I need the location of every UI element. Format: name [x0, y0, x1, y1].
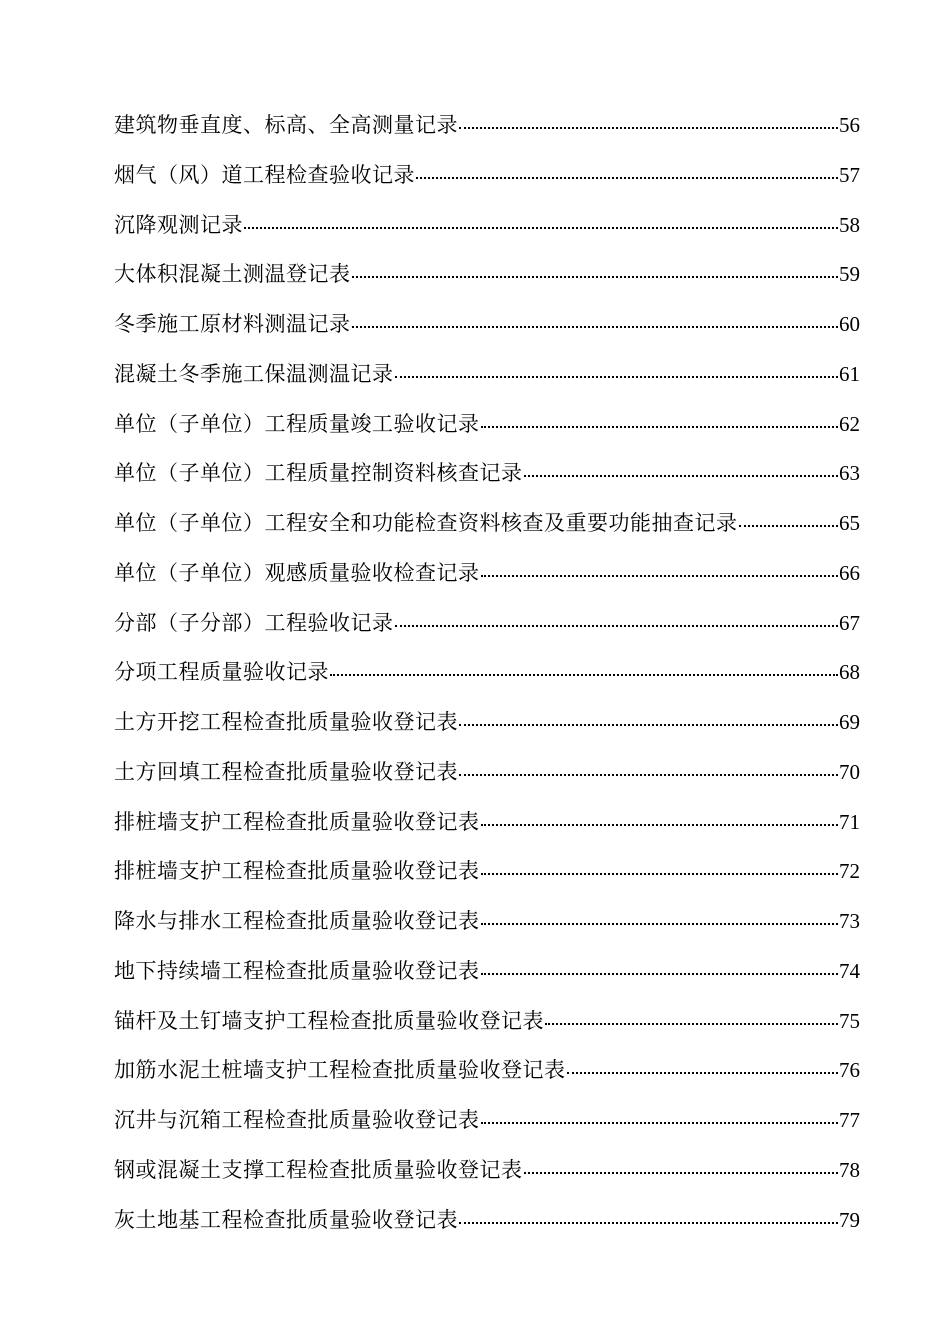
toc-entry-page-number: 76: [839, 1058, 860, 1083]
toc-entry[interactable]: [114, 549, 860, 599]
toc-entry-title: 排桩墙支护工程检查批质量验收登记表: [114, 859, 480, 884]
toc-entry[interactable]: [114, 250, 860, 300]
toc-entry-title: 冬季施工原材料测温记录: [114, 312, 351, 336]
toc-dot-leader: [416, 176, 838, 179]
toc-entry[interactable]: [114, 1196, 860, 1246]
toc-dot-leader: [395, 624, 839, 627]
toc-entry[interactable]: [114, 947, 860, 997]
toc-entry-title: 单位（子单位）工程质量控制资料核查记录: [114, 461, 523, 486]
toc-entry-title: 沉井与沉箱工程检查批质量验收登记表: [114, 1108, 480, 1132]
toc-entry-title: 地下持续墙工程检查批质量验收登记表: [114, 958, 480, 983]
toc-entry[interactable]: [114, 997, 860, 1047]
toc-entry-page-number: 60: [839, 312, 860, 336]
toc-entry-title: 建筑物垂直度、标高、全高测量记录: [114, 113, 458, 137]
toc-entry-page-number: 72: [839, 859, 860, 884]
toc-entry-page-number: 59: [839, 262, 860, 287]
toc-entry[interactable]: [114, 101, 860, 151]
toc-dot-leader: [545, 1022, 838, 1025]
toc-entry[interactable]: [114, 798, 860, 848]
toc-entry-page-number: 61: [839, 361, 860, 386]
toc-entry-page-number: 79: [839, 1207, 860, 1232]
toc-entry-page-number: 74: [839, 958, 860, 983]
toc-entry-title: 单位（子单位）观感质量验收检查记录: [114, 560, 480, 585]
toc-dot-leader: [481, 922, 839, 925]
toc-entry-page-number: 78: [839, 1157, 860, 1182]
toc-entry-page-number: 67: [839, 610, 860, 635]
toc-entry-title: 分项工程质量验收记录: [114, 660, 329, 685]
toc-entry[interactable]: [114, 400, 860, 450]
toc-entry-page-number: 73: [839, 909, 860, 933]
toc-entry[interactable]: [114, 499, 860, 549]
table-of-contents: [114, 101, 860, 1245]
toc-dot-leader: [330, 673, 838, 676]
toc-entry[interactable]: [114, 1096, 860, 1146]
toc-dot-leader: [481, 872, 839, 875]
toc-entry-page-number: 75: [839, 1008, 860, 1033]
toc-entry[interactable]: [114, 151, 860, 201]
toc-entry-title: 土方回填工程检查批质量验收登记表: [114, 759, 458, 784]
toc-entry-page-number: 65: [839, 511, 860, 535]
toc-entry-page-number: 69: [839, 710, 860, 734]
toc-entry-title: 灰土地基工程检查批质量验收登记表: [114, 1207, 458, 1232]
toc-entry-page-number: 58: [839, 212, 860, 237]
toc-dot-leader: [567, 1071, 839, 1074]
toc-entry[interactable]: [114, 1046, 860, 1096]
toc-entry-title: 锚杆及土钉墙支护工程检查批质量验收登记表: [114, 1008, 544, 1033]
toc-entry[interactable]: [114, 599, 860, 649]
toc-dot-leader: [481, 574, 839, 577]
toc-entry-page-number: 62: [839, 411, 860, 436]
toc-entry-page-number: 63: [839, 461, 860, 486]
toc-entry-page-number: 66: [839, 560, 860, 585]
toc-entry[interactable]: [114, 847, 860, 897]
toc-entry[interactable]: [114, 300, 860, 350]
toc-entry-title: 降水与排水工程检查批质量验收登记表: [114, 909, 480, 933]
toc-entry[interactable]: [114, 449, 860, 499]
toc-entry-title: 单位（子单位）工程安全和功能检查资料核查及重要功能抽查记录: [114, 511, 738, 535]
toc-entry-title: 单位（子单位）工程质量竣工验收记录: [114, 411, 480, 436]
toc-entry[interactable]: [114, 748, 860, 798]
toc-entry-page-number: 70: [839, 759, 860, 784]
toc-entry-title: 烟气（风）道工程检查验收记录: [114, 162, 415, 187]
toc-entry[interactable]: [114, 201, 860, 251]
toc-entry-title: 土方开挖工程检查批质量验收登记表: [114, 710, 458, 734]
toc-dot-leader: [459, 1221, 838, 1224]
toc-entry[interactable]: [114, 897, 860, 947]
toc-entry-title: 加筋水泥土桩墙支护工程检查批质量验收登记表: [114, 1058, 566, 1083]
toc-entry-page-number: 77: [839, 1108, 860, 1132]
toc-dot-leader: [481, 1121, 839, 1124]
toc-dot-leader: [352, 275, 839, 278]
toc-dot-leader: [481, 972, 839, 975]
toc-entry-page-number: 68: [839, 660, 860, 685]
toc-dot-leader: [352, 325, 839, 328]
toc-dot-leader: [459, 723, 838, 726]
toc-entry-title: 混凝土冬季施工保温测温记录: [114, 361, 394, 386]
toc-entry-title: 钢或混凝土支撑工程检查批质量验收登记表: [114, 1157, 523, 1182]
toc-entry-title: 排桩墙支护工程检查批质量验收登记表: [114, 809, 480, 834]
toc-entry[interactable]: [114, 1146, 860, 1196]
toc-dot-leader: [459, 126, 838, 129]
toc-entry-title: 分部（子分部）工程验收记录: [114, 610, 394, 635]
toc-dot-leader: [395, 375, 839, 378]
toc-entry-title: 沉降观测记录: [114, 212, 243, 237]
toc-entry-page-number: 56: [839, 113, 860, 137]
toc-entry-page-number: 71: [839, 809, 860, 834]
toc-entry[interactable]: [114, 350, 860, 400]
toc-entry-page-number: 57: [839, 162, 860, 187]
toc-entry[interactable]: [114, 648, 860, 698]
toc-dot-leader: [244, 226, 838, 229]
toc-entry[interactable]: [114, 698, 860, 748]
toc-dot-leader: [524, 1171, 839, 1174]
toc-dot-leader: [739, 524, 839, 527]
toc-dot-leader: [481, 425, 839, 428]
toc-dot-leader: [524, 474, 839, 477]
toc-entry-title: 大体积混凝土测温登记表: [114, 262, 351, 287]
toc-dot-leader: [481, 823, 839, 826]
toc-dot-leader: [459, 773, 838, 776]
